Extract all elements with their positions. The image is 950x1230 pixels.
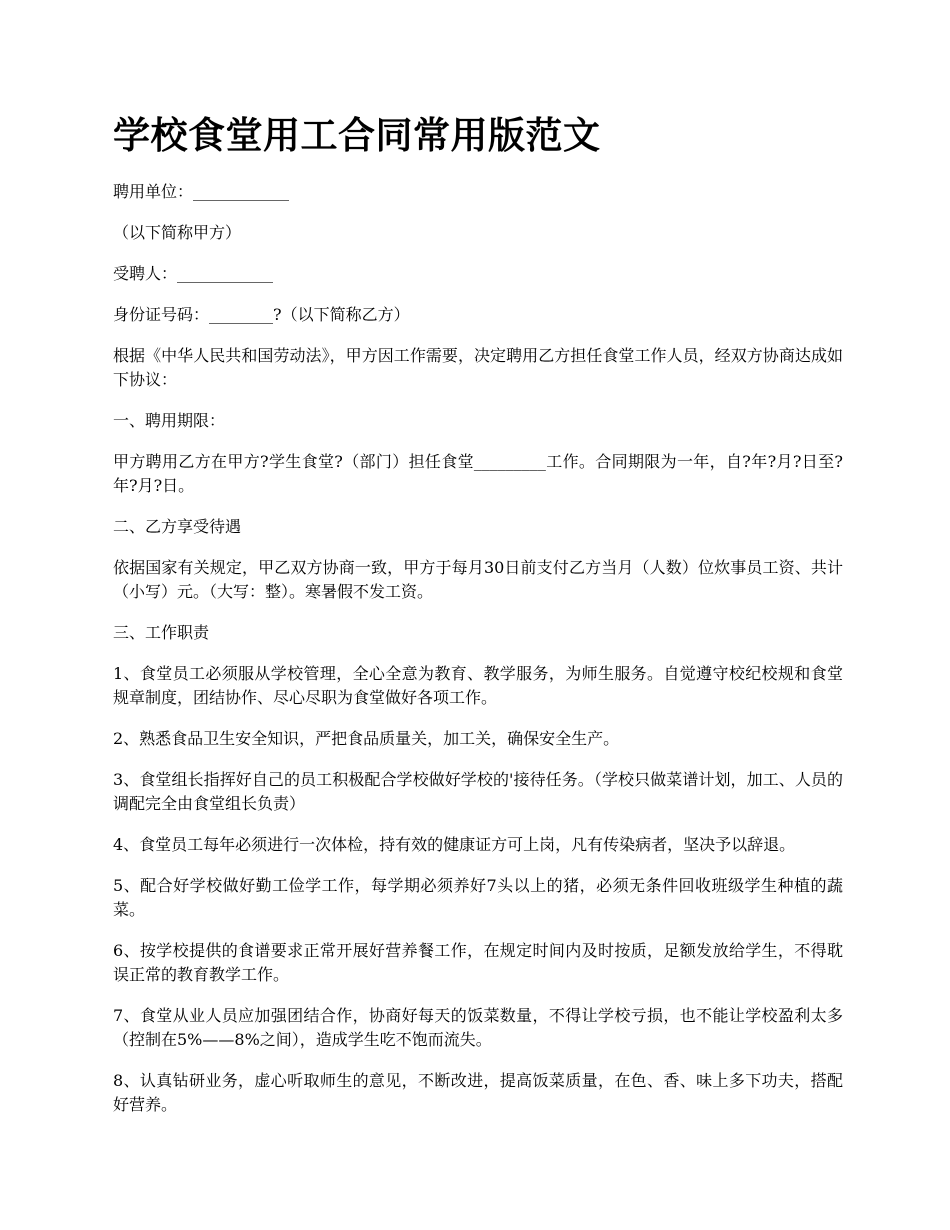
benefits-paragraph: 依据国家有关规定，甲乙双方协商一致，甲方于每月30日前支付乙方当月（人数）位炊事员工资、共计（小写）元。（大写：整）。寒暑假不发工资。 bbox=[113, 558, 843, 601]
duty-item-4: 4、食堂员工每年必须进行一次体检，持有效的健康证方可上岗，凡有传染病者，坚决予以辞退。 bbox=[113, 835, 796, 854]
duty-item-6: 6、按学校提供的食谱要求正常开展好营养餐工作，在规定时间内及时按质，足额发放给学生，不得耽误正常的教育教学工作。 bbox=[113, 941, 843, 984]
preamble-paragraph: 根据《中华人民共和国劳动法》，甲方因工作需要，决定聘用乙方担任食堂工作人员，经双方协商达成如下协议： bbox=[113, 346, 843, 389]
duty-item-5: 5、配合好学校做好勤工俭学工作，每学期必须养好7头以上的猪，必须无条件回收班级学生种植的蔬菜。 bbox=[113, 876, 843, 919]
document-title: 学校食堂用工合同常用版范文 bbox=[113, 114, 601, 157]
section-heading-term: 一、聘用期限： bbox=[113, 411, 226, 430]
party-a-note: （以下简称甲方） bbox=[113, 223, 242, 242]
document-page bbox=[113, 110, 843, 1134]
duty-item-3: 3、食堂组长指挥好自己的员工积极配合学校做好学校的'接待任务。（学校只做菜谱计划，加工、人员的调配完全由食堂组长负责） bbox=[113, 770, 843, 813]
employer-line: 聘用单位：____________ bbox=[113, 182, 290, 201]
section-heading-duties: 三、工作职责 bbox=[113, 623, 210, 642]
duty-item-2: 2、熟悉食品卫生安全知识，严把食品质量关，加工关，确保安全生产。 bbox=[113, 729, 620, 748]
duty-item-8: 8、认真钻研业务，虚心听取师生的意见，不断改进，提高饭菜质量，在色、香、味上多下功夫，搭配好营养。 bbox=[113, 1071, 843, 1114]
employee-line: 受聘人：____________ bbox=[113, 264, 274, 283]
id-number-line: 身份证号码：________?（以下简称乙方） bbox=[113, 305, 410, 324]
section-heading-benefits: 二、乙方享受待遇 bbox=[113, 517, 242, 536]
term-paragraph: 甲方聘用乙方在甲方?学生食堂?（部门）担任食堂_________工作。合同期限为一年，自?年?月?日至?年?月?日。 bbox=[113, 452, 843, 495]
duty-item-7: 7、食堂从业人员应加强团结合作，协商好每天的饭菜数量，不得让学校亏损，也不能让学校盈利太多（控制在5%——8%之间），造成学生吃不饱而流失。 bbox=[113, 1006, 843, 1049]
duty-item-1: 1、食堂员工必须服从学校管理，全心全意为教育、教学服务，为师生服务。自觉遵守校纪校规和食堂规章制度，团结协作、尽心尽职为食堂做好各项工作。 bbox=[113, 664, 843, 707]
